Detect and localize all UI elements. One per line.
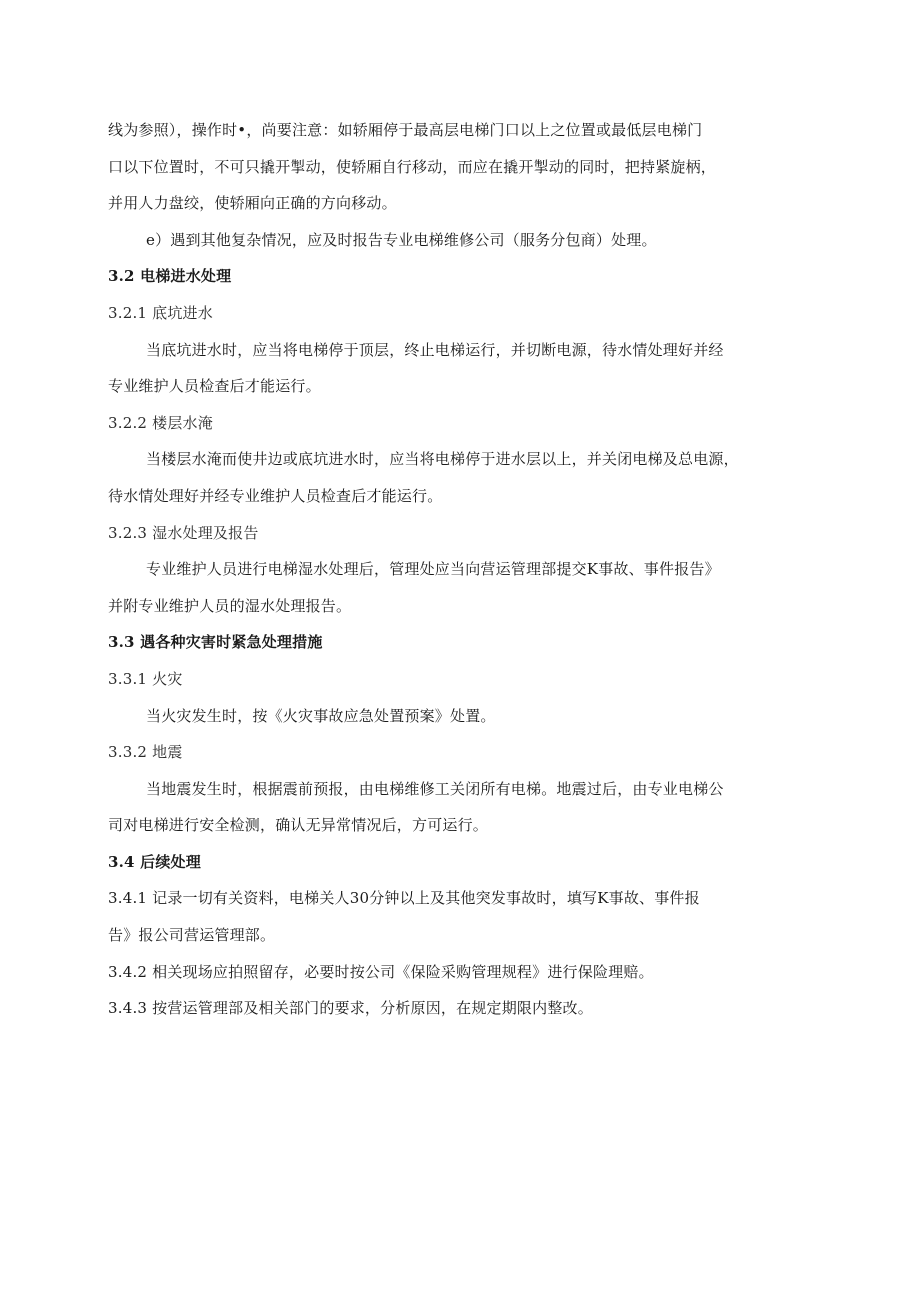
paragraph-line: 3.4.1 记录一切有关资料，电梯关人30分钟以上及其他突发事故时，填写K事故、事件报 [108,889,700,908]
subsection-heading: 3.2.1 底坑进水 [108,303,213,322]
section-heading: 3.4 后续处理 [108,852,201,871]
subsection-heading: 3.2.2 楼层水淹 [108,413,213,432]
paragraph-line: 线为参照），操作时•，尚要注意：如轿厢停于最高层电梯门口以上之位置或最低层电梯门 [108,121,703,139]
paragraph-line: 3.4.3 按营运管理部及相关部门的要求，分析原因，在规定期限内整改。 [108,999,593,1018]
paragraph-line: 专业维护人员检查后才能运行。 [108,377,321,396]
paragraph-line: 当地震发生时，根据震前预报，由电梯维修工关闭所有电梯。地震过后，由专业电梯公 [146,779,724,798]
paragraph-line: 当楼层水淹而使井边或底坑进水时，应当将电梯停于进水层以上，并关闭电梯及总电源， [146,450,739,469]
subsection-heading: 3.3.2 地震 [108,743,183,762]
paragraph-line: 并附专业维护人员的湿水处理报告。 [108,596,352,615]
paragraph-line: 并用人力盘绞，使轿厢向正确的方向移动。 [108,194,397,213]
paragraph-line: 待水情处理好并经专业维护人员检查后才能运行。 [108,486,443,505]
paragraph-line: 司对电梯进行安全检测，确认无异常情况后，方可运行。 [108,816,489,835]
document-body [108,112,808,1027]
subsection-heading: 3.3.1 火灾 [108,669,183,688]
section-heading: 3.2 电梯进水处理 [108,267,232,286]
paragraph-line: e）遇到其他复杂情况，应及时报告专业电梯维修公司（服务分包商）处理。 [146,230,657,249]
paragraph-line: 专业维护人员进行电梯湿水处理后，管理处应当向营运管理部提交K事故、事件报告》 [146,560,720,579]
paragraph-line: 告》报公司营运管理部。 [108,926,276,945]
paragraph-line: 3.4.2 相关现场应拍照留存，必要时按公司《保险采购管理规程》进行保险理赔。 [108,962,654,981]
section-heading: 3.3 遇各种灾害时紧急处理措施 [108,633,323,652]
paragraph-line: 当火灾发生时，按《火灾事故应急处置预案》处置。 [146,706,496,725]
paragraph-line: 口以下位置时，不可只撬开掣动，使轿厢自行移动，而应在撬开掣动的同时，把持紧旋柄， [108,157,717,176]
subsection-heading: 3.2.3 湿水处理及报告 [108,523,259,542]
paragraph-line: 当底坑进水时，应当将电梯停于顶层，终止电梯运行，并切断电源，待水情处理好并经 [146,340,724,359]
